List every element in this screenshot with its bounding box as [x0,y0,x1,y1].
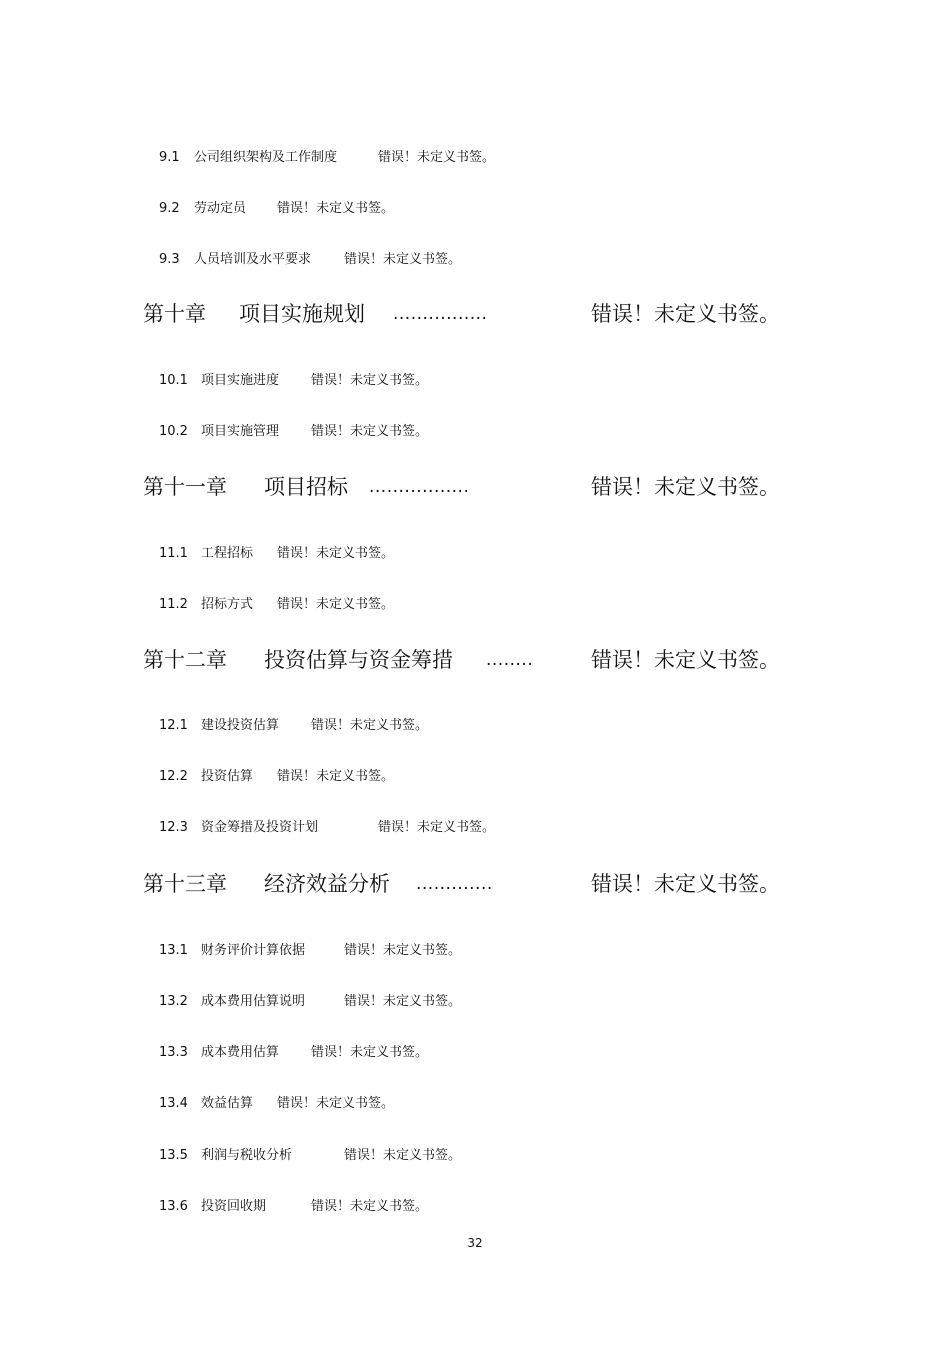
entry-title: 利润与税收分析 [201,1148,293,1163]
entry-title: 财务评价计算依据 [201,943,306,958]
entry-title: 资金筹措及投资计划 [201,820,319,835]
entry-number: 12.1 [159,718,188,733]
entry-number: 9.3 [159,252,180,267]
entry-ref: 错误！未定义书签。 [311,1045,429,1060]
page-number: 32 [467,1236,483,1250]
entry-number: 9.1 [159,150,180,165]
entry-ref: 错误！未定义书签。 [344,1148,462,1163]
entry-number: 11.1 [159,546,188,561]
entry-title: 成本费用估算 [201,1045,280,1060]
entry-title: 投资回收期 [201,1199,267,1214]
entry-title: 建设投资估算 [201,718,280,733]
entry-ref: 错误！未定义书签。 [311,373,429,388]
entry-number: 13.4 [159,1096,188,1111]
entry-ref: 错误！未定义书签。 [378,150,496,165]
chapter-ref: 错误！未定义书签。 [591,475,780,499]
entry-ref: 错误！未定义书签。 [311,718,429,733]
entry-title: 人员培训及水平要求 [194,252,312,267]
entry-title: 成本费用估算说明 [201,994,306,1009]
entry-number: 10.2 [159,424,188,439]
chapter-title: 项目招标 [264,475,348,499]
entry-title: 项目实施管理 [201,424,280,439]
entry-title: 效益估算 [201,1096,254,1111]
entry-number: 13.1 [159,943,188,958]
dot-leader: ................ [393,304,488,324]
entry-number: 9.2 [159,201,180,216]
dot-leader: ................. [369,477,470,497]
entry-title: 工程招标 [201,546,254,561]
entry-number: 12.2 [159,769,188,784]
chapter-ref: 错误！未定义书签。 [591,872,780,896]
entry-ref: 错误！未定义书签。 [311,1199,429,1214]
entry-title: 投资估算 [201,769,254,784]
entry-ref: 错误！未定义书签。 [277,201,395,216]
entry-ref: 错误！未定义书签。 [378,820,496,835]
chapter-title: 经济效益分析 [264,872,390,896]
chapter-number: 第十三章 [143,872,227,896]
dot-leader: ........ [486,650,534,670]
entry-ref: 错误！未定义书签。 [344,252,462,267]
chapter-ref: 错误！未定义书签。 [591,302,780,326]
entry-ref: 错误！未定义书签。 [277,597,395,612]
chapter-number: 第十一章 [143,475,227,499]
chapter-title: 投资估算与资金筹措 [264,648,453,672]
entry-number: 12.3 [159,820,188,835]
entry-title: 公司组织架构及工作制度 [194,150,338,165]
entry-number: 13.6 [159,1199,188,1214]
entry-title: 劳动定员 [194,201,247,216]
entry-title: 项目实施进度 [201,373,280,388]
chapter-number: 第十章 [143,302,206,326]
chapter-title: 项目实施规划 [239,302,365,326]
entry-ref: 错误！未定义书签。 [344,943,462,958]
chapter-number: 第十二章 [143,648,227,672]
entry-ref: 错误！未定义书签。 [344,994,462,1009]
entry-ref: 错误！未定义书签。 [311,424,429,439]
entry-number: 10.1 [159,373,188,388]
entry-ref: 错误！未定义书签。 [277,1096,395,1111]
entry-number: 13.3 [159,1045,188,1060]
entry-ref: 错误！未定义书签。 [277,769,395,784]
entry-number: 13.5 [159,1148,188,1163]
entry-number: 13.2 [159,994,188,1009]
entry-number: 11.2 [159,597,188,612]
entry-title: 招标方式 [201,597,254,612]
chapter-ref: 错误！未定义书签。 [591,648,780,672]
dot-leader: ............. [416,874,493,894]
entry-ref: 错误！未定义书签。 [277,546,395,561]
